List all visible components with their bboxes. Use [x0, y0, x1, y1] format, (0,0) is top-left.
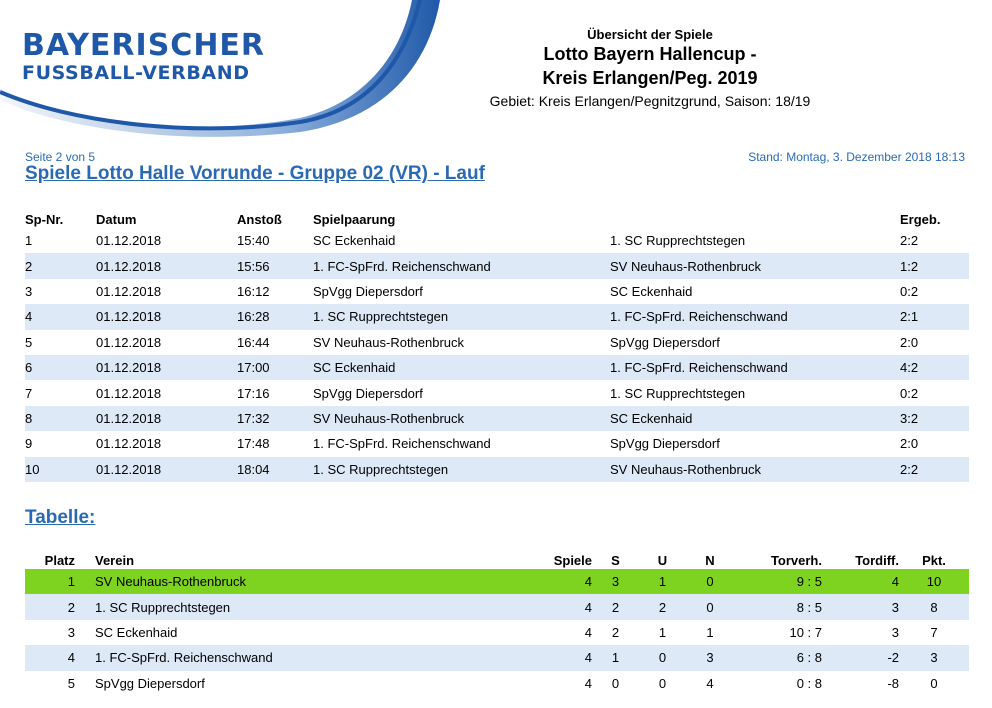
game-home: 1. FC-SpFrd. Reichenschwand — [313, 436, 491, 452]
standings-pts: 10 — [926, 574, 942, 590]
standings-goals: 0 : 8 — [796, 675, 822, 691]
standings-u: 1 — [658, 574, 667, 590]
game-date: 01.12.2018 — [96, 233, 162, 249]
standings-row — [25, 620, 969, 645]
game-away: 1. SC Rupprechtstegen — [610, 385, 746, 401]
game-nr: 7 — [25, 385, 33, 401]
game-away: 1. SC Rupprechtstegen — [610, 233, 746, 249]
game-away: SpVgg Diepersdorf — [610, 334, 720, 350]
game-away: SC Eckenhaid — [610, 410, 693, 426]
stand-timestamp: Stand: Montag, 3. Dezember 2018 18:13 — [748, 150, 965, 164]
standings-club: SV Neuhaus-Rothenbruck — [95, 574, 247, 590]
header-nr: Sp-Nr. — [25, 211, 64, 227]
game-time: 15:56 — [237, 258, 270, 274]
standings-place: 1 — [67, 574, 75, 590]
game-nr: 1 — [25, 233, 33, 249]
standings-place: 2 — [67, 599, 75, 615]
game-row — [25, 457, 969, 482]
standings-diff: -2 — [887, 650, 899, 666]
game-home: SpVgg Diepersdorf — [313, 283, 423, 299]
standings-place: 5 — [67, 675, 75, 691]
game-result: 2:2 — [900, 233, 919, 249]
game-date: 01.12.2018 — [96, 258, 162, 274]
standings-goals: 10 : 7 — [789, 624, 822, 640]
standings-club: 1. SC Rupprechtstegen — [95, 599, 231, 615]
standings-diff: 3 — [891, 624, 899, 640]
game-row — [25, 304, 969, 329]
standings-n: 1 — [706, 624, 714, 640]
game-date: 01.12.2018 — [96, 334, 162, 350]
game-nr: 8 — [25, 410, 33, 426]
title-line-1: Lotto Bayern Hallencup - — [543, 44, 757, 64]
game-date: 01.12.2018 — [96, 385, 162, 401]
standings-u: 0 — [658, 650, 667, 666]
standings-games: 4 — [584, 650, 592, 666]
standings-club: 1. FC-SpFrd. Reichenschwand — [95, 650, 273, 666]
game-date: 01.12.2018 — [96, 461, 162, 477]
standings-row — [25, 569, 969, 594]
standings-club: SpVgg Diepersdorf — [95, 675, 205, 691]
game-date: 01.12.2018 — [96, 283, 162, 299]
area-season: Gebiet: Kreis Erlangen/Pegnitzgrund, Saison: 18/19 — [489, 93, 811, 109]
game-home: 1. SC Rupprechtstegen — [313, 461, 449, 477]
header-pair: Spielpaarung — [313, 211, 396, 227]
game-date: 01.12.2018 — [96, 410, 162, 426]
standings-diff: 4 — [891, 574, 899, 590]
standings-n: 0 — [706, 574, 714, 590]
game-away: 1. FC-SpFrd. Reichenschwand — [610, 360, 788, 376]
standings-pts: 0 — [930, 675, 938, 691]
game-home: SC Eckenhaid — [313, 360, 396, 376]
bfv-logo — [0, 0, 440, 140]
standings-u: 0 — [658, 675, 667, 691]
game-time: 17:00 — [237, 360, 270, 376]
game-row — [25, 228, 969, 253]
standings-goals: 9 : 5 — [796, 574, 822, 590]
standings-place: 4 — [67, 650, 75, 666]
standings-s: 1 — [611, 650, 620, 666]
game-nr: 3 — [25, 283, 33, 299]
standings-pts: 7 — [930, 624, 938, 640]
standings-u: 1 — [658, 624, 667, 640]
game-away: SpVgg Diepersdorf — [610, 436, 720, 452]
game-result: 0:2 — [900, 385, 919, 401]
game-result: 1:2 — [900, 258, 919, 274]
game-row — [25, 330, 969, 355]
game-date: 01.12.2018 — [96, 309, 162, 325]
game-away: 1. FC-SpFrd. Reichenschwand — [610, 309, 788, 325]
games-header-row — [25, 210, 969, 228]
game-time: 15:40 — [237, 233, 270, 249]
header-games: Spiele — [553, 552, 592, 568]
game-result: 2:0 — [900, 334, 919, 350]
game-away: SV Neuhaus-Rothenbruck — [610, 258, 762, 274]
game-home: 1. FC-SpFrd. Reichenschwand — [313, 258, 491, 274]
game-away: SC Eckenhaid — [610, 283, 693, 299]
standings-pts: 8 — [930, 599, 938, 615]
title-line-2: Kreis Erlangen/Peg. 2019 — [542, 68, 758, 88]
standings-s: 2 — [611, 599, 620, 615]
header-n: N — [705, 552, 715, 568]
game-result: 2:1 — [900, 309, 919, 325]
game-result: 0:2 — [900, 283, 919, 299]
standings-goals: 6 : 8 — [796, 650, 822, 666]
standings-row — [25, 594, 969, 619]
standings-games: 4 — [584, 574, 592, 590]
standings-n: 4 — [706, 675, 714, 691]
standings-games: 4 — [584, 675, 592, 691]
standings-n: 3 — [706, 650, 714, 666]
game-nr: 5 — [25, 334, 33, 350]
standings-pts: 3 — [930, 650, 938, 666]
game-nr: 9 — [25, 436, 33, 452]
standings-games: 4 — [584, 624, 592, 640]
game-time: 17:16 — [237, 385, 270, 401]
game-nr: 2 — [25, 258, 33, 274]
game-date: 01.12.2018 — [96, 360, 162, 376]
game-time: 18:04 — [237, 461, 270, 477]
page-info: Seite 2 von 5 — [25, 150, 96, 164]
game-time: 16:12 — [237, 283, 270, 299]
header-pts: Pkt. — [922, 552, 946, 568]
game-result: 2:0 — [900, 436, 919, 452]
game-home: SV Neuhaus-Rothenbruck — [313, 334, 465, 350]
game-row — [25, 279, 969, 304]
standings-s: 2 — [611, 624, 620, 640]
logo-line-2: FUSSBALL-VERBAND — [22, 62, 250, 84]
standings-diff: 3 — [891, 599, 899, 615]
game-row — [25, 380, 969, 405]
header-club: Verein — [95, 552, 135, 568]
game-home: SpVgg Diepersdorf — [313, 385, 423, 401]
header-u: U — [657, 552, 668, 568]
header-time: Anstoß — [237, 211, 282, 227]
game-time: 16:44 — [237, 334, 270, 350]
game-row — [25, 406, 969, 431]
standings-s: 0 — [611, 675, 620, 691]
game-home: 1. SC Rupprechtstegen — [313, 309, 449, 325]
standings-n: 0 — [706, 599, 714, 615]
game-row — [25, 253, 969, 278]
standings-header-row — [25, 551, 969, 569]
game-result: 2:2 — [900, 461, 919, 477]
standings-row — [25, 645, 969, 670]
standings-club: SC Eckenhaid — [95, 624, 178, 640]
standings-s: 3 — [611, 574, 620, 590]
game-time: 17:48 — [237, 436, 270, 452]
game-result: 3:2 — [900, 410, 919, 426]
standings-diff: -8 — [887, 675, 899, 691]
header-s: S — [611, 552, 620, 568]
game-home: SC Eckenhaid — [313, 233, 396, 249]
header-date: Datum — [96, 211, 137, 227]
game-time: 17:32 — [237, 410, 270, 426]
standings-u: 2 — [658, 599, 667, 615]
header-diff: Tordiff. — [855, 552, 899, 568]
game-nr: 6 — [25, 360, 33, 376]
overview-label: Übersicht der Spiele — [587, 27, 713, 42]
header-result: Ergeb. — [900, 211, 941, 227]
standings-table — [25, 551, 969, 696]
game-nr: 4 — [25, 309, 33, 325]
game-row — [25, 355, 969, 380]
logo-line-1: BAYERISCHER — [22, 28, 266, 63]
group-title[interactable]: Spiele Lotto Halle Vorrunde - Gruppe 02 (VR) - Lauf — [25, 163, 485, 184]
games-table — [25, 210, 969, 482]
header-goals: Torverh. — [770, 552, 822, 568]
standings-games: 4 — [584, 599, 592, 615]
standings-goals: 8 : 5 — [796, 599, 822, 615]
table-title: Tabelle: — [25, 507, 96, 528]
header-place: Platz — [44, 552, 75, 568]
game-away: SV Neuhaus-Rothenbruck — [610, 461, 762, 477]
game-nr: 10 — [25, 461, 40, 477]
game-date: 01.12.2018 — [96, 436, 162, 452]
game-result: 4:2 — [900, 360, 919, 376]
game-home: SV Neuhaus-Rothenbruck — [313, 410, 465, 426]
standings-place: 3 — [67, 624, 75, 640]
game-time: 16:28 — [237, 309, 270, 325]
standings-row — [25, 671, 969, 696]
game-row — [25, 431, 969, 456]
